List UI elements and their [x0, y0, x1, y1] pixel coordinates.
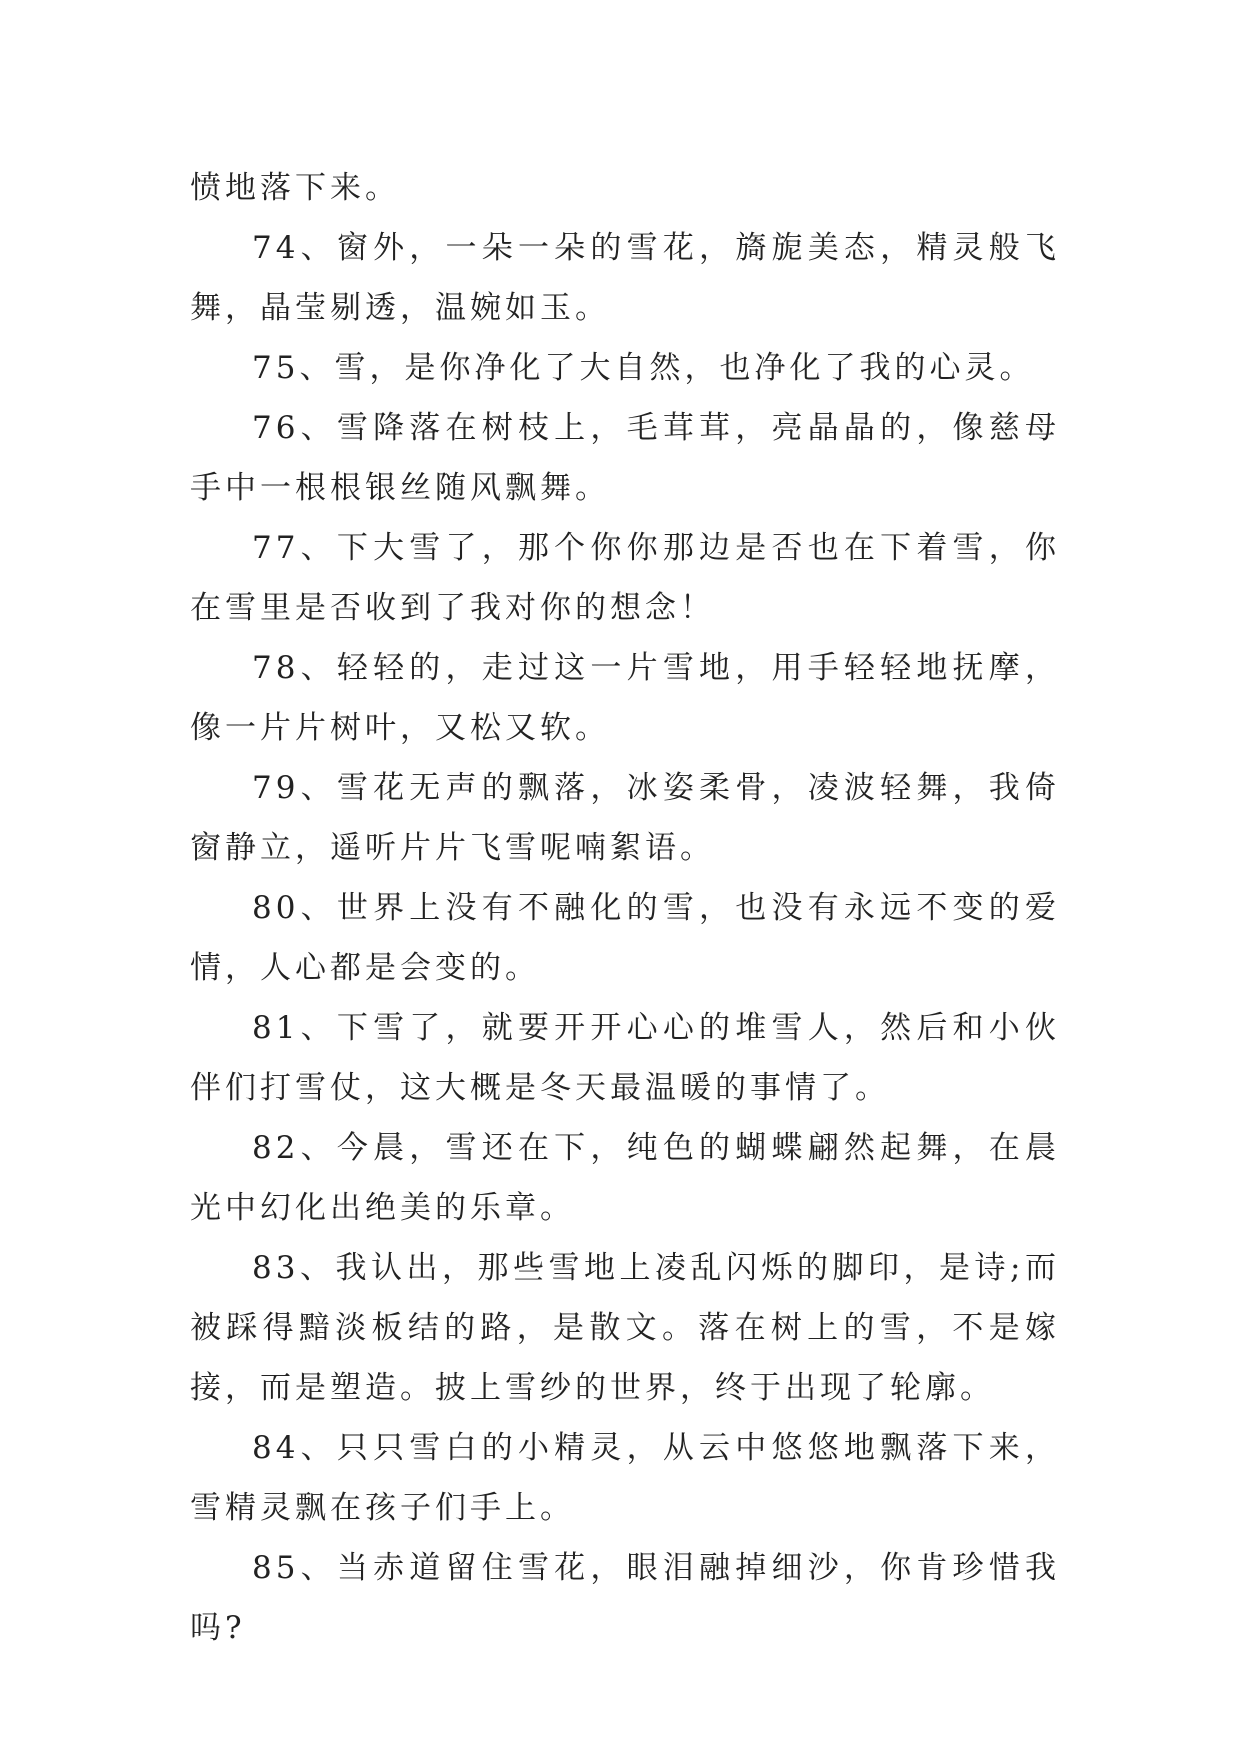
paragraph-item-79: 79、雪花无声的飘落，冰姿柔骨，凌波轻舞，我倚窗静立，遥听片片飞雪呢喃絮语。: [190, 770, 1060, 866]
paragraph-item-84: 84、只只雪白的小精灵，从云中悠悠地飘落下来，雪精灵飘在孩子们手上。: [190, 1430, 1060, 1526]
paragraph-item-82: 82、今晨，雪还在下，纯色的蝴蝶翩然起舞，在晨光中幻化出绝美的乐章。: [190, 1130, 1060, 1226]
paragraph-continuation: 愤地落下来。: [190, 170, 400, 206]
document-body: [190, 158, 1060, 1658]
paragraph-item-75: 75、雪，是你净化了大自然，也净化了我的心灵。: [252, 350, 1035, 386]
paragraph-item-77: 77、下大雪了，那个你你那边是否也在下着雪，你在雪里是否收到了我对你的想念！: [190, 530, 1060, 626]
paragraph-item-80: 80、世界上没有不融化的雪，也没有永远不变的爱情，人心都是会变的。: [190, 890, 1060, 986]
paragraph-item-78: 78、轻轻的，走过这一片雪地，用手轻轻地抚摩，像一片片树叶，又松又软。: [190, 650, 1060, 746]
paragraph-item-85: 85、当赤道留住雪花，眼泪融掉细沙，你肯珍惜我吗?: [190, 1550, 1060, 1646]
paragraph-item-81: 81、下雪了，就要开开心心的堆雪人，然后和小伙伴们打雪仗，这大概是冬天最温暖的事情了。: [190, 1010, 1060, 1106]
paragraph-item-74: 74、窗外，一朵一朵的雪花，旖旎美态，精灵般飞舞，晶莹剔透，温婉如玉。: [190, 230, 1060, 326]
paragraph-item-83: 83、我认出，那些雪地上凌乱闪烁的脚印，是诗;而被踩得黯淡板结的路，是散文。落在树上的雪，不是嫁接，而是塑造。披上雪纱的世界，终于出现了轮廓。: [190, 1250, 1060, 1406]
paragraph-item-76: 76、雪降落在树枝上，毛茸茸，亮晶晶的，像慈母手中一根根银丝随风飘舞。: [190, 410, 1060, 506]
